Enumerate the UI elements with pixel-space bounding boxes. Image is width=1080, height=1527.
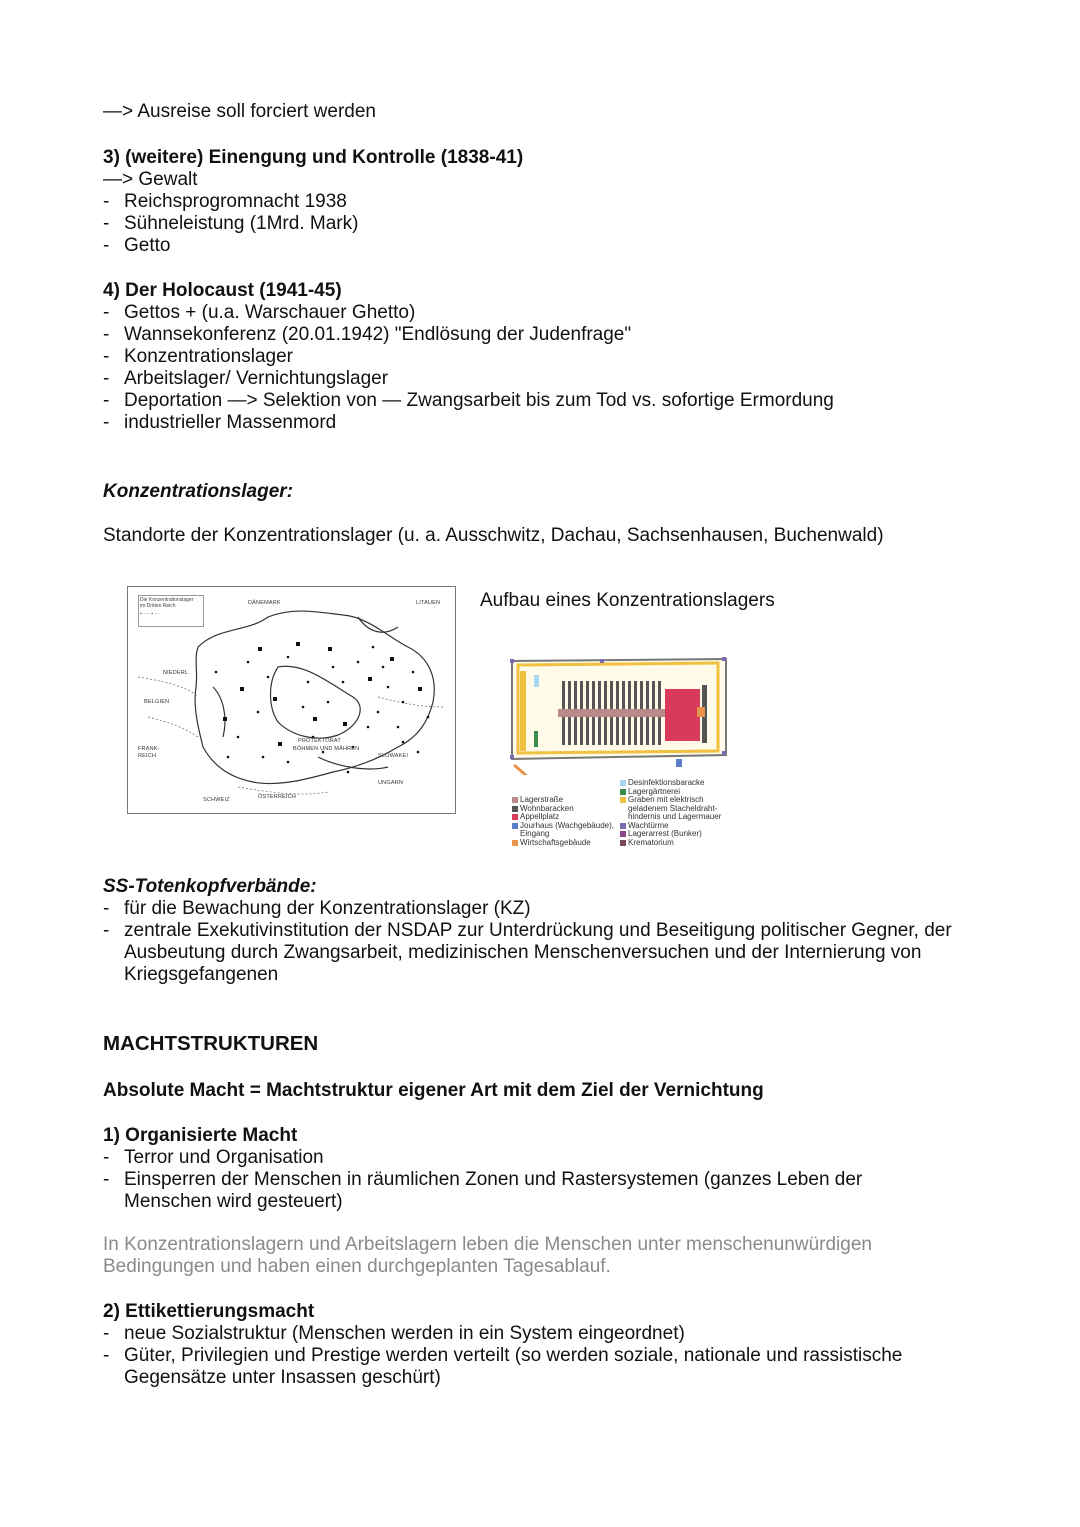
map-label: REICH <box>138 753 157 759</box>
section-3-title: 3) (weitere) Einengung und Kontrolle (1838-41) <box>103 147 524 168</box>
macht-1-title: 1) Organisierte Macht <box>103 1125 298 1146</box>
section-4-list <box>103 302 1003 434</box>
legend-swatch <box>620 797 626 803</box>
list-item: - Gettos + (u.a. Warschauer Ghetto) <box>103 302 1003 324</box>
section-3-sub: —> Gewalt <box>103 169 198 190</box>
ss-title: SS-Totenkopfverbände: <box>103 876 317 897</box>
map-label: BELGIEN <box>144 699 170 705</box>
map-label: UNGARN <box>378 780 404 786</box>
machtstrukturen-heading: MACHTSTRUKTUREN <box>103 1032 319 1055</box>
kz-title: Konzentrationslager: <box>103 481 294 502</box>
list-item: - Wannsekonferenz (20.01.1942) "Endlösung der Judenfrage" <box>103 324 1003 346</box>
legend-swatch <box>512 806 518 812</box>
section-3-list <box>103 191 1003 257</box>
map-label: SLOWAKEI <box>378 753 409 759</box>
camp-caption: Aufbau eines Konzentrationslagers <box>480 590 775 611</box>
macht-section-2 <box>103 1301 963 1389</box>
macht-definition: Absolute Macht = Machtstruktur eigener Art mit dem Ziel der Vernichtung <box>103 1080 764 1101</box>
map-legend: Die Konzentrationslager im Dritten Reich ▪ ···· ▪ ··· <box>138 595 204 627</box>
map-label: NIEDERL. <box>163 670 190 676</box>
camp-legend-right: Desinfektionsbaracke Lagergärtnerei Graben mit elektrisch geladenem Stacheldraht- hindernis und Lagermauer Wachtürme Lagerarrest (Bunker) Krematorium <box>620 779 721 847</box>
legend-swatch <box>620 831 626 837</box>
map-label: BÖHMEN UND MÄHREN <box>293 746 360 752</box>
list-item: - zentrale Exekutivinstitution der NSDAP zur Unterdrückung und Beseitigung politischer Gegner, der Ausbeutung durch Zwangsarbeit, medizinischen Menschenversuchen und der Internierung von Kriegsgefangenen <box>103 920 983 986</box>
kz-standorte: Standorte der Konzentrationslager (u. a. Ausschwitz, Dachau, Sachsenhausen, Buchenwald) <box>103 525 884 546</box>
legend-swatch <box>620 840 626 846</box>
list-item: - Arbeitslager/ Vernichtungslager <box>103 368 1003 390</box>
map-label: DÄNEMARK <box>248 600 281 606</box>
map-label: SCHWEIZ <box>203 797 230 803</box>
section-4 <box>103 280 1003 434</box>
legend-swatch <box>620 780 626 786</box>
legend-swatch <box>620 823 626 829</box>
list-item: - Einsperren der Menschen in räumlichen Zonen und Rastersystemen (ganzes Leben der Menschen wird gesteuert) <box>103 1169 923 1213</box>
intro-line: —> Ausreise soll forciert werden <box>103 101 376 122</box>
list-item: - industrieller Massenmord <box>103 412 1003 434</box>
list-item: - Sühneleistung (1Mrd. Mark) <box>103 213 1003 235</box>
macht-2-title: 2) Ettikettierungsmacht <box>103 1301 315 1322</box>
map-drawing <box>128 587 455 813</box>
legend-swatch <box>512 840 518 846</box>
section-3 <box>103 147 1003 257</box>
legend-swatch <box>512 823 518 829</box>
macht-section-1 <box>103 1125 923 1213</box>
list-item: - Güter, Privilegien und Prestige werden verteilt (so werden soziale, nationale und rassistische Gegensätze unter Insassen geschürt) <box>103 1345 963 1389</box>
map-label: FRANK- <box>138 746 160 752</box>
list-item: - Konzentrationslager <box>103 346 1003 368</box>
macht-1-list <box>103 1147 923 1213</box>
legend-swatch <box>620 789 626 795</box>
legend-swatch <box>512 814 518 820</box>
map-label: LITAUEN <box>416 600 441 606</box>
concentration-camps-map <box>127 586 456 814</box>
list-item: - Deportation —> Selektion von — Zwangsarbeit bis zum Tod vs. sofortige Ermordung <box>103 390 1003 412</box>
section-4-title: 4) Der Holocaust (1941-45) <box>103 280 342 301</box>
ss-list <box>103 898 983 986</box>
macht-2-list <box>103 1323 963 1389</box>
camp-legend-left: Lagerstraße Wohnbaracken Appellplatz Jourhaus (Wachgebäude), Eingang Wirtschaftsgebäude <box>512 796 614 847</box>
list-item: - für die Bewachung der Konzentrationslager (KZ) <box>103 898 983 920</box>
map-label: ÖSTERREICH <box>258 794 297 800</box>
list-item: - neue Sozialstruktur (Menschen werden in ein System eingeordnet) <box>103 1323 963 1345</box>
macht-1-note: In Konzentrationslagern und Arbeitslagern leben die Menschen unter menschenunwürdigen Bedingungen und haben einen durchgeplanten Tagesablauf. <box>103 1234 872 1277</box>
list-item: - Terror und Organisation <box>103 1147 923 1169</box>
map-label: PROTEKTORAT <box>298 738 341 744</box>
camp-layout-diagram <box>510 655 730 775</box>
list-item: - Reichsprogromnacht 1938 <box>103 191 1003 213</box>
ss-section <box>103 876 983 986</box>
legend-swatch <box>512 797 518 803</box>
list-item: - Getto <box>103 235 1003 257</box>
